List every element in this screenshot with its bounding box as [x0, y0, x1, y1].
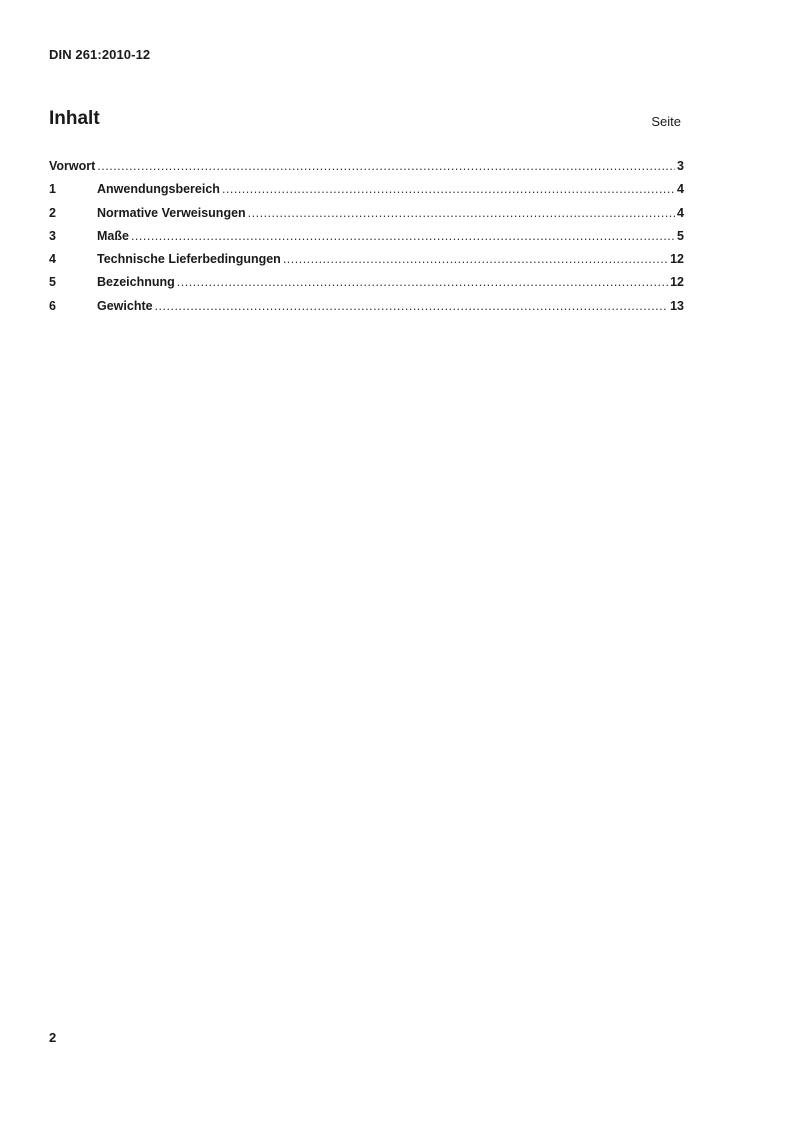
toc-entry-page: 5 — [677, 228, 684, 243]
toc-entry-number: 6 — [49, 298, 56, 313]
toc-entry-number: 1 — [49, 182, 56, 197]
toc-entry-text: Anwendungsbereich — [97, 182, 220, 197]
toc-entry-anwendungsbereich[interactable] — [49, 182, 684, 205]
toc-entry-page: 12 — [670, 252, 684, 267]
toc-leader-dots — [222, 182, 675, 196]
toc-leader-dots — [283, 252, 668, 266]
toc-entry-number: 3 — [49, 228, 56, 243]
toc-leader-dots — [97, 159, 675, 173]
toc-title: Inhalt — [49, 108, 100, 129]
toc-entry-number: 4 — [49, 252, 56, 267]
toc-entry-normative-verweisungen[interactable] — [49, 206, 684, 229]
toc-leader-dots — [155, 299, 669, 313]
toc-entry-masse[interactable] — [49, 229, 684, 252]
toc-entry-technische-lieferbedingungen[interactable] — [49, 252, 684, 275]
toc-page-column-label: Seite — [651, 114, 681, 129]
document-reference: DIN 261:2010-12 — [49, 47, 151, 62]
toc-leader-dots — [248, 206, 675, 220]
toc-leader-dots — [131, 229, 675, 243]
toc-entry-bezeichnung[interactable] — [49, 275, 684, 298]
toc-entry-number: 2 — [49, 205, 56, 220]
toc-entry-page: 4 — [677, 205, 684, 220]
toc-entry-page: 3 — [677, 159, 684, 173]
table-of-contents — [49, 159, 684, 322]
toc-entry-page: 13 — [670, 298, 684, 313]
page-number: 2 — [49, 1030, 57, 1045]
toc-leader-dots — [177, 275, 668, 289]
toc-entry-text: Gewichte — [97, 298, 153, 313]
toc-entry-gewichte[interactable] — [49, 299, 684, 322]
toc-entry-text: Vorwort — [49, 159, 96, 173]
toc-entry-page: 4 — [677, 182, 684, 197]
toc-entry-number: 5 — [49, 275, 56, 290]
toc-entry-text: Normative Verweisungen — [97, 205, 246, 220]
toc-entry-text: Maße — [97, 228, 129, 243]
toc-entry-vorwort[interactable] — [49, 159, 684, 182]
toc-entry-text: Bezeichnung — [97, 275, 175, 290]
toc-entry-text: Technische Lieferbedingungen — [97, 252, 281, 267]
toc-entry-page: 12 — [670, 275, 684, 290]
